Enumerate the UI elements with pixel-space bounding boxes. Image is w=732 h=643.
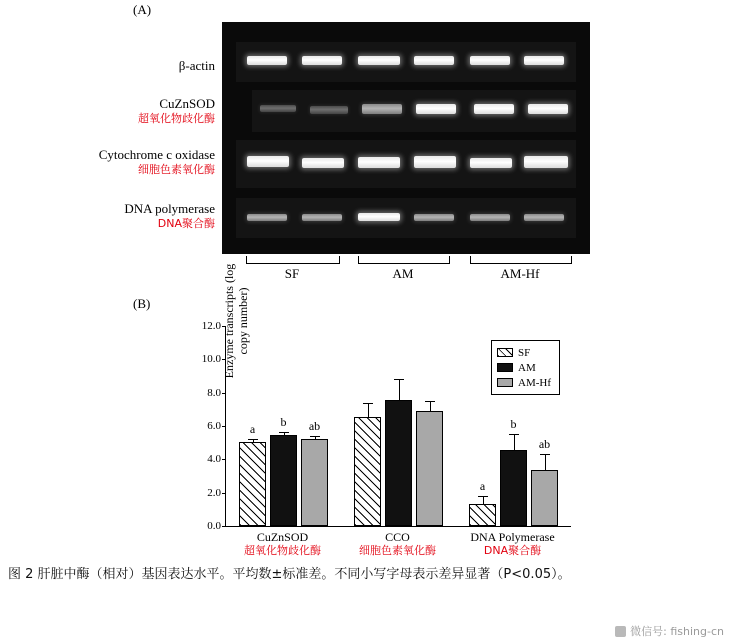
group-label-sf: SF (284, 266, 300, 281)
gel-band (414, 56, 454, 65)
gel-band (416, 104, 456, 114)
bar-sf-dna-polymerase (469, 504, 496, 527)
watermark-icon (615, 626, 626, 637)
gel-row-label-bactin (60, 58, 215, 73)
gel-row-name-cn: 超氧化物歧化酶 (138, 112, 215, 125)
y-tick-label: 6.0 (207, 420, 221, 432)
panel-b-label: (B) (133, 296, 151, 311)
y-tick-label: 10.0 (201, 353, 221, 366)
error-bar-cap (394, 379, 404, 380)
plot-area (201, 263, 571, 532)
y-tick-label: 4.0 (207, 453, 221, 466)
bar-am-cuznsod (270, 435, 297, 526)
group-brace-am (358, 256, 450, 264)
bar-am-hf-cco (416, 411, 443, 526)
gel-band (470, 56, 510, 65)
x-axis-label-en: DNA Polymerase (470, 530, 555, 544)
bar-sf-cco (354, 417, 381, 526)
gel-band (524, 56, 564, 65)
significance-label: b (510, 417, 517, 432)
y-tick-mark (222, 393, 226, 394)
gel-band (247, 214, 287, 221)
legend-label-amhf: AM-Hf (518, 376, 551, 389)
y-axis-label: Enzyme transcripts (log copy number) (222, 263, 250, 379)
legend-swatch-amhf (497, 378, 513, 387)
gel-band (474, 104, 514, 114)
group-brace-amhf (470, 256, 572, 264)
gel-band (362, 104, 402, 114)
y-tick-mark (222, 459, 226, 460)
gel-band (414, 156, 456, 168)
error-bar-cap (509, 434, 519, 435)
x-axis-group-dna-polymerase (443, 530, 583, 558)
x-axis-label-cn: DNA聚合酶 (483, 544, 542, 557)
gel-band (247, 156, 289, 167)
figure-caption: 图 2 肝脏中酶（相对）基因表达水平。平均数±标准差。不同小写字母表示差异显著（P<0.05）。 (8, 567, 571, 582)
gel-band (470, 214, 510, 221)
error-bar (430, 401, 431, 411)
significance-label: a (479, 479, 486, 493)
watermark (615, 623, 724, 639)
error-bar (514, 434, 515, 450)
bar-am-hf-dna-polymerase (531, 470, 558, 526)
gel-band (247, 56, 287, 65)
x-axis-label-en: CCO (385, 530, 410, 544)
gel-row-name: CuZnSOD (159, 96, 215, 111)
gel-row-name: Cytochrome c oxidase (98, 147, 215, 162)
y-tick-mark (222, 526, 226, 527)
bar-am-cco (385, 400, 412, 526)
gel-band (302, 56, 342, 65)
gel-row-name-cn: 细胞色素氧化酶 (138, 163, 215, 176)
significance-label: b (280, 414, 287, 429)
gel-band (358, 213, 400, 221)
error-bar-cap (478, 496, 488, 497)
gel-row-label-cco (60, 147, 215, 177)
legend-label-sf: SF (518, 346, 531, 359)
error-bar-cap (310, 436, 320, 437)
legend-item-amhf (497, 375, 551, 390)
gel-band (260, 105, 296, 112)
gel-row-name: β-actin (178, 58, 215, 73)
bar-am-hf-cuznsod (301, 439, 328, 527)
panel-a-label: (A) (133, 2, 152, 17)
group-label-amhf: AM-Hf (500, 266, 540, 281)
error-bar-cap (279, 432, 289, 433)
y-tick-mark (222, 426, 226, 427)
gel-image (222, 22, 590, 254)
legend-item-sf (497, 345, 551, 360)
bar-sf-cuznsod (239, 442, 266, 526)
x-axis-label-en: CuZnSOD (256, 530, 309, 544)
x-axis-label-cn: 超氧化物歧化酶 (244, 544, 321, 557)
gel-row-name-cn: DNA聚合酶 (157, 217, 215, 230)
chart-legend (491, 340, 560, 395)
error-bar-cap (363, 403, 373, 404)
gel-band (470, 158, 512, 168)
gel-band (302, 158, 344, 168)
bar-am-dna-polymerase (500, 450, 527, 526)
y-tick-label: 12.0 (201, 320, 221, 332)
y-tick-mark (222, 359, 226, 360)
x-axis-label-cn: 细胞色素氧化酶 (359, 544, 436, 557)
significance-label: ab (308, 419, 321, 433)
legend-swatch-sf (497, 348, 513, 357)
gel-band (524, 214, 564, 221)
gel-band (528, 104, 568, 114)
gel-strip-cuznsod (252, 90, 576, 132)
gel-band (310, 106, 348, 114)
error-bar-cap (248, 439, 258, 440)
significance-label: a (249, 422, 256, 437)
legend-label-am: AM (518, 361, 536, 374)
y-tick-label: 2.0 (207, 486, 221, 499)
gel-row-name: DNA polymerase (124, 201, 215, 216)
group-label-am: AM (392, 266, 414, 281)
gel-strip-cco (236, 140, 576, 188)
y-tick-label: 0.0 (207, 520, 221, 532)
y-tick-mark (222, 493, 226, 494)
group-brace-sf (246, 256, 340, 264)
error-bar-cap (425, 401, 435, 402)
legend-item-am (497, 360, 551, 375)
y-tick-mark (222, 326, 226, 327)
gel-strip-bactin (236, 42, 576, 82)
gel-band (302, 214, 342, 221)
gel-row-label-cuznsod (60, 96, 215, 126)
error-bar-cap (540, 454, 550, 455)
gel-band (414, 214, 454, 221)
gel-strip-dnapol (236, 198, 576, 238)
error-bar (399, 379, 400, 401)
gel-band (524, 156, 568, 168)
y-tick-label: 8.0 (207, 386, 221, 399)
legend-swatch-am (497, 363, 513, 372)
gel-band (358, 56, 400, 65)
error-bar (545, 454, 546, 470)
bar-chart (150, 263, 600, 557)
significance-label: ab (538, 437, 551, 452)
watermark-text: 微信号: fishing-cn (630, 625, 724, 638)
error-bar (368, 403, 369, 417)
gel-row-label-dnapol (60, 201, 215, 231)
gel-band (358, 157, 400, 168)
error-bar (483, 496, 484, 504)
